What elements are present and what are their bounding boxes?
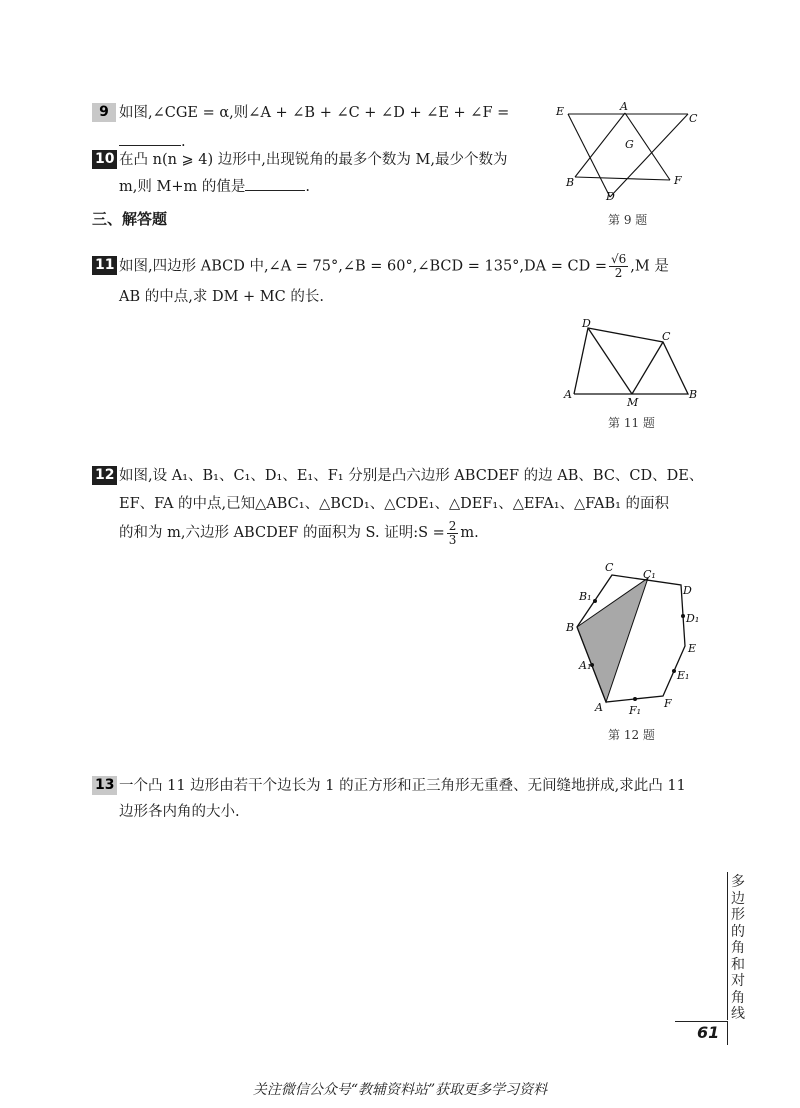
fig12-label-D: D bbox=[683, 584, 692, 597]
q10-line2 bbox=[119, 176, 310, 197]
q11-line1 bbox=[119, 253, 669, 280]
q12-line2: EF、FA 的中点,已知△ABC₁、△BCD₁、△CDE₁、△DEF₁、△EFA₁、△FAB₁ 的面积 bbox=[119, 496, 670, 512]
fig11-label-A: A bbox=[564, 388, 572, 401]
fig12-label-B: B bbox=[566, 621, 575, 634]
fig12-label-A: A bbox=[595, 701, 603, 714]
fig11-label-B: B bbox=[689, 388, 698, 401]
fig12-label-E: E bbox=[688, 642, 697, 655]
page-number-rule-vertical bbox=[727, 1021, 728, 1045]
fig12-label-D1: D₁ bbox=[686, 612, 700, 625]
fig12-label-C: C bbox=[605, 561, 614, 574]
fig12-label-A1: A₁ bbox=[579, 659, 592, 672]
fig9-label-C: C bbox=[689, 112, 698, 125]
q12-line1: 如图,设 A₁、B₁、C₁、D₁、E₁、F₁ 分别是凸六边形 ABCDEF 的边 AB、BC、CD、DE、 bbox=[119, 468, 704, 484]
fig12-label-F1: F₁ bbox=[629, 704, 642, 717]
q12-line3-post: m. bbox=[460, 525, 479, 541]
section-heading: 三、解答题 bbox=[92, 210, 168, 228]
chapter-sidebar-title: 多边形的角和对角线 bbox=[731, 874, 745, 1022]
fig12-label-E1: E₁ bbox=[677, 669, 690, 682]
q12-fraction bbox=[447, 520, 459, 547]
q11-frac-num: √6 bbox=[610, 252, 627, 266]
q12-frac-den: 3 bbox=[448, 532, 457, 547]
figure-12 bbox=[565, 560, 715, 720]
fig9-label-B: B bbox=[566, 176, 575, 189]
answer-blank-10[interactable] bbox=[245, 176, 305, 191]
q13-line2: 边形各内角的大小. bbox=[119, 804, 240, 820]
question-number-12: 12 bbox=[92, 466, 117, 485]
q10-line2-tail: . bbox=[305, 179, 310, 195]
q11-line2: AB 的中点,求 DM + MC 的长. bbox=[119, 289, 324, 305]
figure-9 bbox=[550, 100, 710, 220]
fig9-label-E: E bbox=[556, 105, 565, 118]
q11-fraction bbox=[609, 253, 628, 280]
q9-line1: 如图,∠CGE = α,则∠A + ∠B + ∠C + ∠D + ∠E + ∠F = bbox=[119, 105, 510, 121]
q10-line1: 在凸 n(n ⩾ 4) 边形中,出现锐角的最多个数为 M,最少个数为 bbox=[119, 152, 508, 168]
q11-line1-post: ,M 是 bbox=[630, 258, 669, 275]
q10-line2-pre: m,则 M+m 的值是 bbox=[119, 179, 246, 195]
fig12-label-B1: B₁ bbox=[579, 590, 592, 603]
q9-line2 bbox=[119, 131, 186, 152]
q13-line1: 一个凸 11 边形由若干个边长为 1 的正方形和正三角形无重叠、无间缝地拼成,求此凸 11 bbox=[119, 778, 686, 794]
q9-line2-tail: . bbox=[181, 134, 186, 150]
q12-frac-num: 2 bbox=[448, 518, 457, 533]
fig11-label-C: C bbox=[662, 330, 671, 343]
fig11-label-M: M bbox=[627, 396, 639, 408]
fig11-label-D: D bbox=[582, 318, 591, 330]
figure-9-caption: 第 9 题 bbox=[608, 213, 648, 227]
page-number-rule bbox=[675, 1021, 727, 1022]
sidebar-rule bbox=[727, 872, 728, 1020]
question-number-9: 9 bbox=[92, 103, 116, 122]
figure-11 bbox=[560, 318, 710, 408]
footer-watermark: 关注微信公众号“教辅资料站”获取更多学习资料 bbox=[252, 1082, 548, 1098]
q11-frac-den: 2 bbox=[614, 266, 623, 280]
q12-line3-pre: 的和为 m,六边形 ABCDEF 的面积为 S. 证明:S = bbox=[119, 525, 445, 541]
fig12-label-C1: C₁ bbox=[643, 568, 656, 581]
fig9-label-F: F bbox=[674, 174, 682, 187]
figure-12-caption: 第 12 题 bbox=[608, 728, 655, 742]
figure-11-caption: 第 11 题 bbox=[608, 416, 655, 430]
page-number: 61 bbox=[697, 1023, 720, 1042]
fig9-label-D: D bbox=[606, 190, 615, 203]
answer-blank-9[interactable] bbox=[119, 131, 181, 146]
fig9-label-G: G bbox=[625, 138, 634, 151]
q11-line1-pre: 如图,四边形 ABCD 中,∠A = 75°,∠B = 60°,∠BCD = 135°,DA = CD = bbox=[119, 258, 607, 275]
fig9-label-A: A bbox=[620, 100, 628, 113]
question-number-13: 13 bbox=[92, 776, 117, 795]
question-number-10: 10 bbox=[92, 150, 117, 169]
q12-line3 bbox=[119, 518, 479, 548]
question-number-11: 11 bbox=[92, 256, 117, 275]
fig12-label-F: F bbox=[664, 697, 672, 710]
